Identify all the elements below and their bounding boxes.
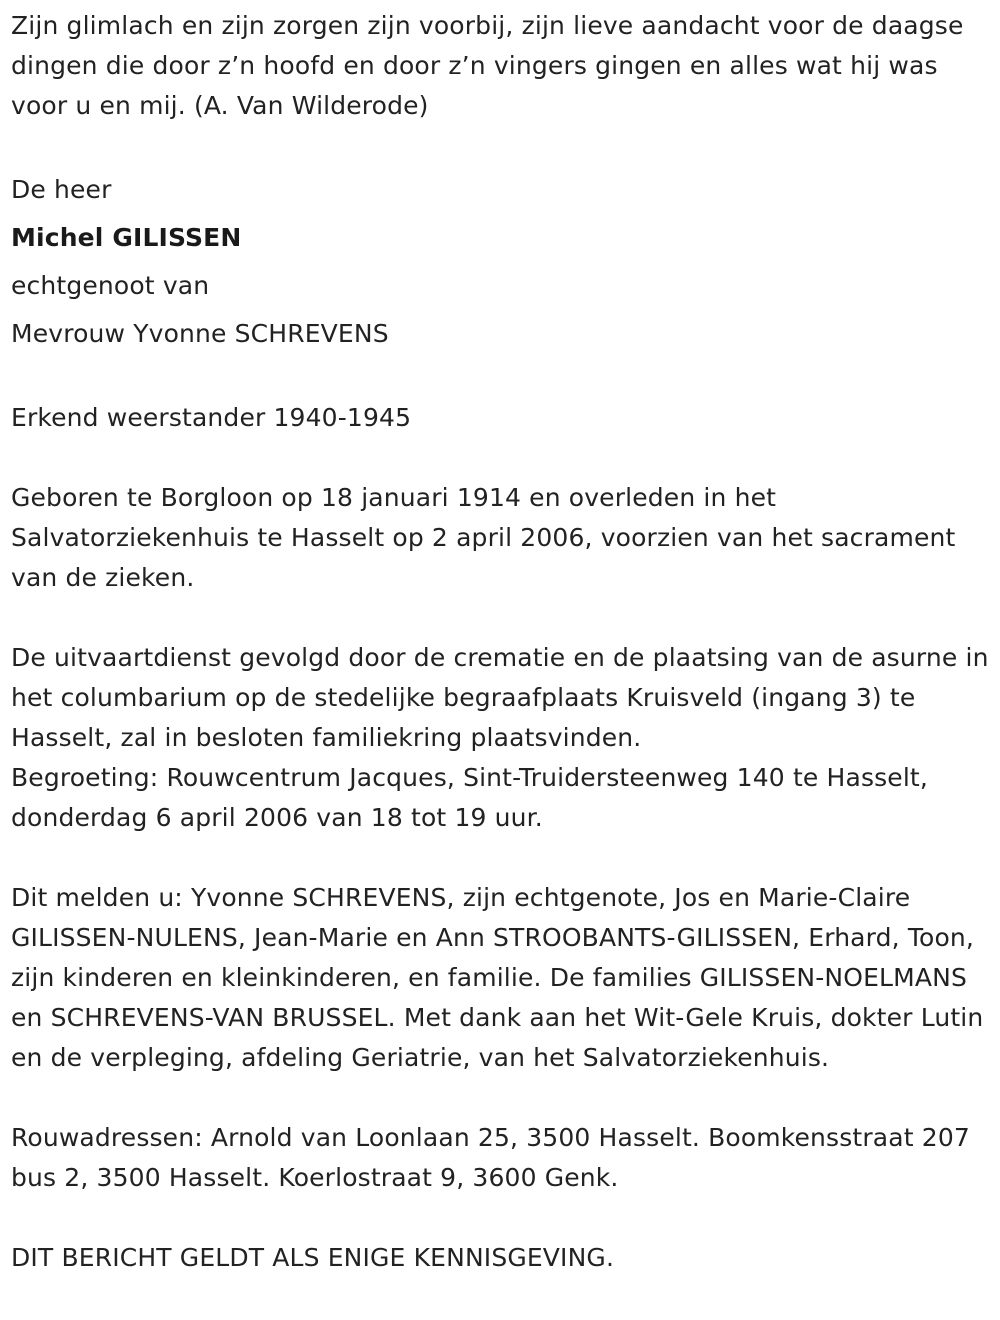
addresses-paragraph: Rouwadressen: Arnold van Loonlaan 25, 3500 Hasselt. Boomkensstraat 207 bus 2, 3500 Hasselt. Koerlostraat 9, 3600 Genk.: [11, 1123, 970, 1192]
spacer: [11, 1198, 991, 1238]
spacer: [11, 838, 991, 878]
deceased-name: Michel GILISSEN: [11, 223, 242, 252]
closing-statement: DIT BERICHT GELDT ALS ENIGE KENNISGEVING.: [11, 1243, 615, 1272]
spacer: [11, 438, 991, 478]
viewing-paragraph: Begroeting: Rouwcentrum Jacques, Sint-Truidersteenweg 140 te Hasselt, donderdag 6 april 2006 van 18 tot 19 uur.: [11, 763, 928, 832]
spouse-intro: echtgenoot van: [11, 271, 210, 300]
spacer: [11, 358, 991, 398]
announced-by-paragraph: Dit melden u: Yvonne SCHREVENS, zijn echtgenote, Jos en Marie-Claire GILISSEN-NULENS, Jean-Marie en Ann STROOBANTS-GILISSEN, Erhard, Toon, zijn kinderen en kleinkinderen, en familie. De families GILISSEN-NOELMANS en SCHREVENS-VAN BRUSSEL. Met dank aan het Wit-Gele Kruis, dokter Lutin en de verpleging, afdeling Geriatrie, van het Salvatorziekenhuis.: [11, 883, 984, 1072]
spacer: [11, 1078, 991, 1118]
salutation: De heer: [11, 175, 112, 204]
birth-death-paragraph: Geboren te Borgloon op 18 januari 1914 en overleden in het Salvatorziekenhuis te Hasselt op 2 april 2006, voorzien van het sacrament van de zieken.: [11, 483, 956, 592]
memorial-quote: Zijn glimlach en zijn zorgen zijn voorbij, zijn lieve aandacht voor de daagse dingen die door z’n hoofd en door z’n vingers gingen en alles wat hij was voor u en mij. (A. Van Wilderode): [11, 11, 964, 120]
spouse-name: Mevrouw Yvonne SCHREVENS: [11, 319, 389, 348]
spacer: [11, 598, 991, 638]
spacer: [11, 126, 991, 166]
funeral-paragraph: De uitvaartdienst gevolgd door de crematie en de plaatsing van de asurne in het columbarium op de stedelijke begraafplaats Kruisveld (ingang 3) te Hasselt, zal in besloten familiekring plaatsvinden.: [11, 643, 989, 752]
recognition: Erkend weerstander 1940-1945: [11, 403, 412, 432]
death-notice: [11, 0, 991, 1278]
